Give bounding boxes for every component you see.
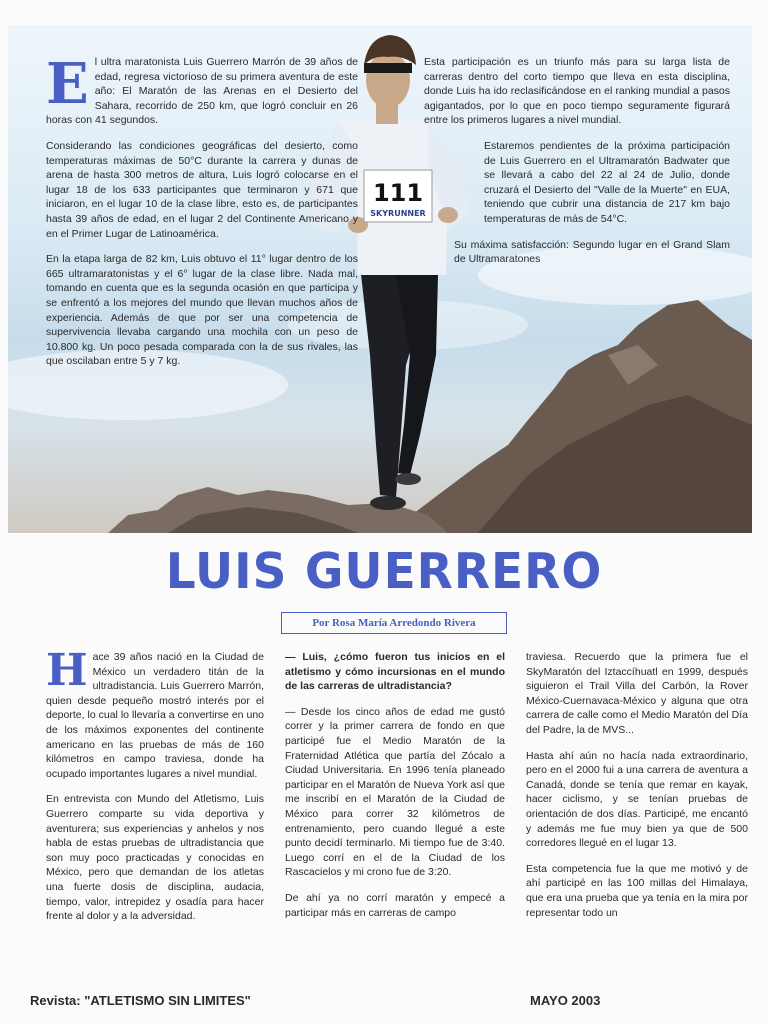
- dropcap-e: E: [46, 51, 89, 117]
- bib-brand: SKYRUNNER: [370, 209, 426, 218]
- body-column-1: [46, 645, 264, 935]
- hero-right-column: [424, 55, 730, 278]
- footer-magazine: Revista: "ATLETISMO SIN LIMITES": [30, 993, 251, 1008]
- body-column-3: [526, 650, 748, 931]
- hero-left-p3: En la etapa larga de 82 km, Luis obtuvo el 11° lugar dentro de los 665 ultramaratonistas y el 6° lugar de la clase libre. Nada mal, tomando en cuenta que es la segunda ocasión en que participa y se enfrentó a los mejores del mundo que llevan muchos años de experiencia. Además de que por ser una competencia de supervivencia llevaba cargando una mochila con un peso de 10.800 kg. Un poco pesada comparada con la de sus rivales, las que oscilaban entre 5 y 7 kg.: [46, 253, 358, 368]
- body-col1-p2: En entrevista con Mundo del Atletismo, Luis Guerrero comparte su vida deportiva y aventurera; sus experiencias y anhelos y nos habla de estas pruebas de ultradistancia que son muy poco practicadas y conocidas en México, pero que demandan de los atletas una fuerte dosis de disciplina, audacia, tiempo, valor, intrepidez y osadía para hacer frente al dolor y a la adversidad.: [46, 793, 264, 923]
- hero-left-p1: l ultra maratonista Luis Guerrero Marrón de 39 años de edad, regresa victorioso de su primera aventura de este año: El Maratón de las Arenas en el Desierto del Sahara, recorrido de 250 km, que logró concluir en 26 horas con 41 segundos.: [46, 56, 358, 127]
- article-headline: LUIS GUERRERO: [165, 542, 603, 601]
- interview-question: — Luis, ¿cómo fueron tus inicios en el atletismo y cómo incursionas en el mundo de las carreras de ultradistancia?: [285, 651, 505, 693]
- bib-number: 111: [372, 179, 424, 207]
- body-col2-p2: De ahí ya no corrí maratón y empecé a participar más en carreras de campo: [285, 891, 505, 919]
- hero-left-p2: Considerando las condiciones geográficas del desierto, como temperaturas máximas de 50°C durante la carrera y dunas de arena de hasta 300 metros de altura, Luis logró colocarse en el lugar 18 de los 633 participantes que terminaron y 671 que iniciaron, en el lugar 10 de la clase libre, esto es, de participantes hasta 39 años de edad, en el lugar 2 del Continente Americano y en el Primer Lugar de Latinoamérica.: [46, 139, 358, 240]
- byline: Por Rosa María Arredondo Rivera: [281, 612, 507, 634]
- body-col1-p1: ace 39 años nació en la Ciudad de México un verdadero titán de la ultradistancia. Luis Guerrero Marrón, quien desde pequeño mostró interés por el deporte, lo cual lo llevaría a convertirse en uno de los máximos exponentes del continente americano en las pruebas de más de 160 kilómetros en campo traviesa, donde ha ocupado importantes lugares a nivel mundial.: [46, 651, 264, 780]
- footer-date: MAYO 2003: [530, 993, 601, 1008]
- hero-right-p3: Su máxima satisfacción: Segundo lugar en el Grand Slam de Ultramaratones: [454, 238, 730, 266]
- body-col3-p2: Hasta ahí aún no hacía nada extraordinario, pero en el 2000 fui a una carrera de aventura a Canadá, donde se tenía que remar en kayak, hacer ciclismo, y se tenían pruebas de orientación de dos días. Participé, me encantó y además me fue muy bien ya que de 500 corredores llegué en el lugar 13.: [526, 749, 748, 850]
- hero-right-p1: Esta participación es un triunfo más para su larga lista de carreras dentro del corto tiempo que lleva en esta disciplina, donde Luis ha ido reclasificándose en el ranking mundial a pasos agigantados, por lo que en poco tiempo seguramente figurará entre los primeros lugares a nivel mundial.: [424, 56, 730, 127]
- hero-right-p2: Estaremos pendientes de la próxima participación de Luis Guerrero en el Ultramaratón Badwater que se llevará a cabo del 22 al 24 de Julio, donde cruzará el Desierto del "Valle de la Muerte" en EUA, teniendo que cubrir una distancia de 217 km bajo temperaturas de más de 54°C.: [484, 139, 730, 225]
- dropcap-h: H: [46, 645, 88, 696]
- body-col3-p1: traviesa. Recuerdo que la primera fue el SkyMaratón del Iztaccíhuatl en 1999, después siguieron el Trail Villa del Carbón, la Rover México-Cuernavaca-México y alguna que otra carrera de calle como el Medio Maratón del Día del Padre, la de MVS...: [526, 651, 748, 736]
- body-column-2: [285, 650, 505, 931]
- body-col2-p1: — Desde los cinco años de edad me gustó correr y la primer carrera de fondo en que participé fue el Medio Maratón de la Fraternidad Atlética que partía del Zócalo a Ciudad Universitaria. En 1996 tenía planeado participar en el Maratón de Nueva York así que me inscribí en el Maratón de la Ciudad de México para correr 32 kilómetros de entrenamiento, pero cuando llegué a este punto decidí terminarlo. Mi tiempo fue de 3:40. Luego corrí en el de la Ciudad de los Rascacielos y mi crono fue de 3:20.: [285, 705, 505, 879]
- body-col3-p3: Esta competencia fue la que me motivó y de ahí participé en las 100 millas del Himalaya, que era una prueba que ya tenía en la mira por representar todo un: [526, 862, 748, 919]
- hero-left-column: [46, 51, 358, 380]
